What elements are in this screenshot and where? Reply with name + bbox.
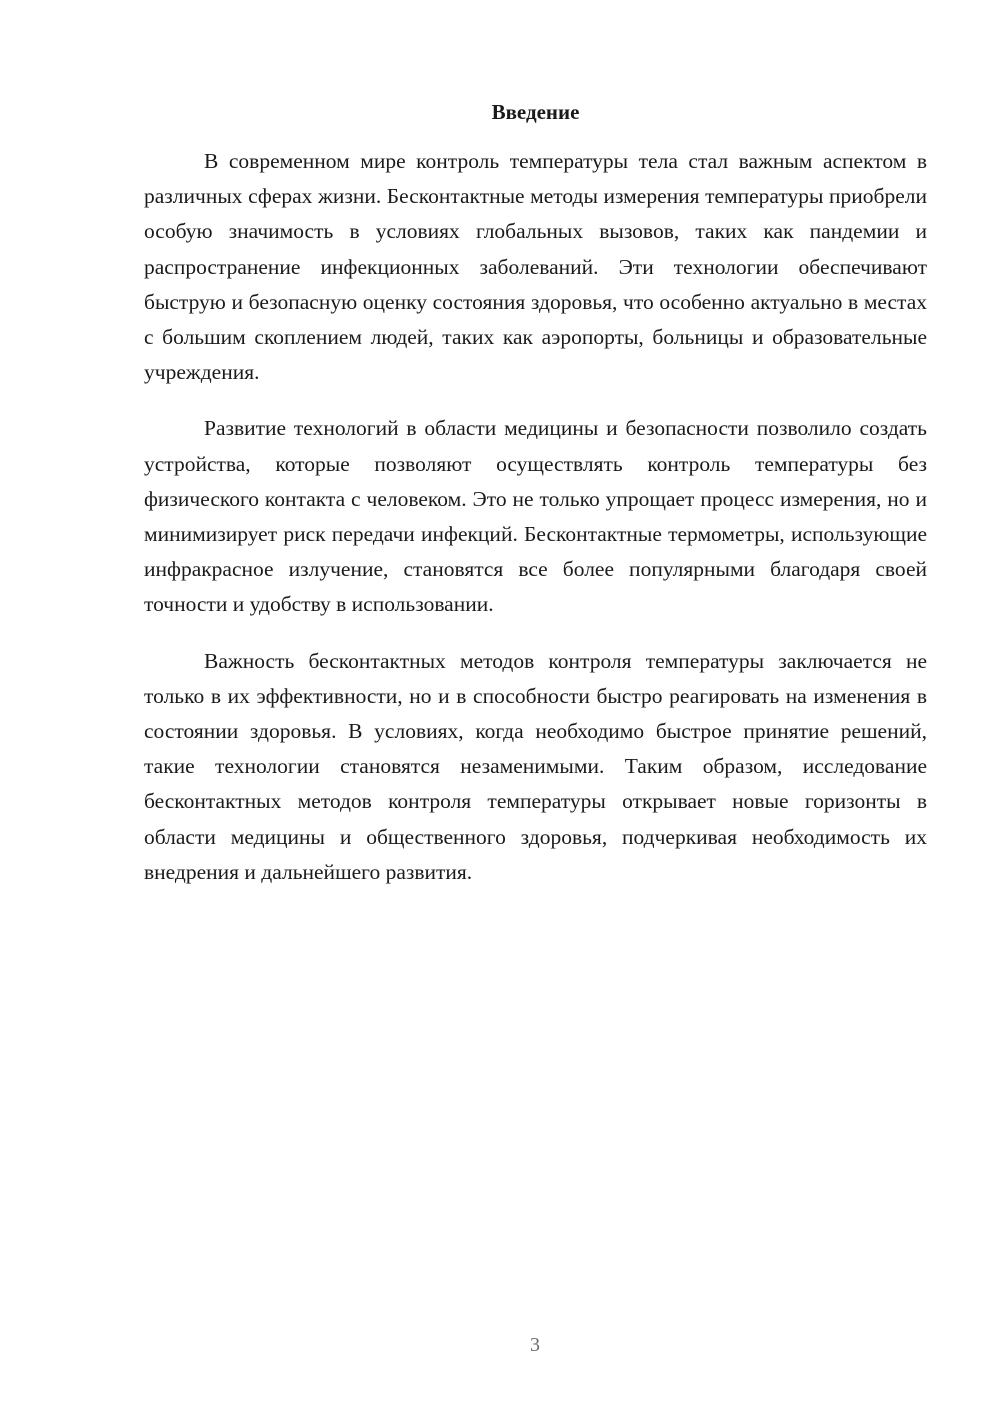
paragraph-2: Развитие технологий в области медицины и безопасности позволило создать устройства, которые позволяют осуществлять контроль температуры без физического контакта с человеком. Это не только упрощает процесс измерения, но и минимизирует риск передачи инфекций. Бесконтактные термометры, использующие инфракрасное излучение, становятся все более популярными благодаря своей точности и удобству в использовании. — [144, 416, 927, 617]
paragraph-1: В современном мире контроль температуры тела стал важным аспектом в различных сферах жизни. Бесконтактные методы измерения температуры приобрели особую значимость в условиях глобальных вызовов, таких как пандемии и распространение инфекционных заболеваний. Эти технологии обеспечивают быструю и безопасную оценку состояния здоровья, что особенно актуально в местах с большим скоплением людей, таких как аэропорты, больницы и образовательные учреждения. — [144, 149, 927, 385]
section-title: Введение — [491, 100, 580, 124]
paragraph-3: Важность бесконтактных методов контроля температуры заключается не только в их эффективности, но и в способности быстро реагировать на изменения в состоянии здоровья. В условиях, когда необходимо быстрое принятие решений, такие технологии становятся незаменимыми. Таким образом, исследование бесконтактных методов контроля температуры открывает новые горизонты в области медицины и общественного здоровья, подчеркивая необходимость их внедрения и дальнейшего развития. — [144, 648, 927, 884]
page-number: 3 — [530, 1334, 540, 1356]
body-text — [144, 144, 927, 911]
